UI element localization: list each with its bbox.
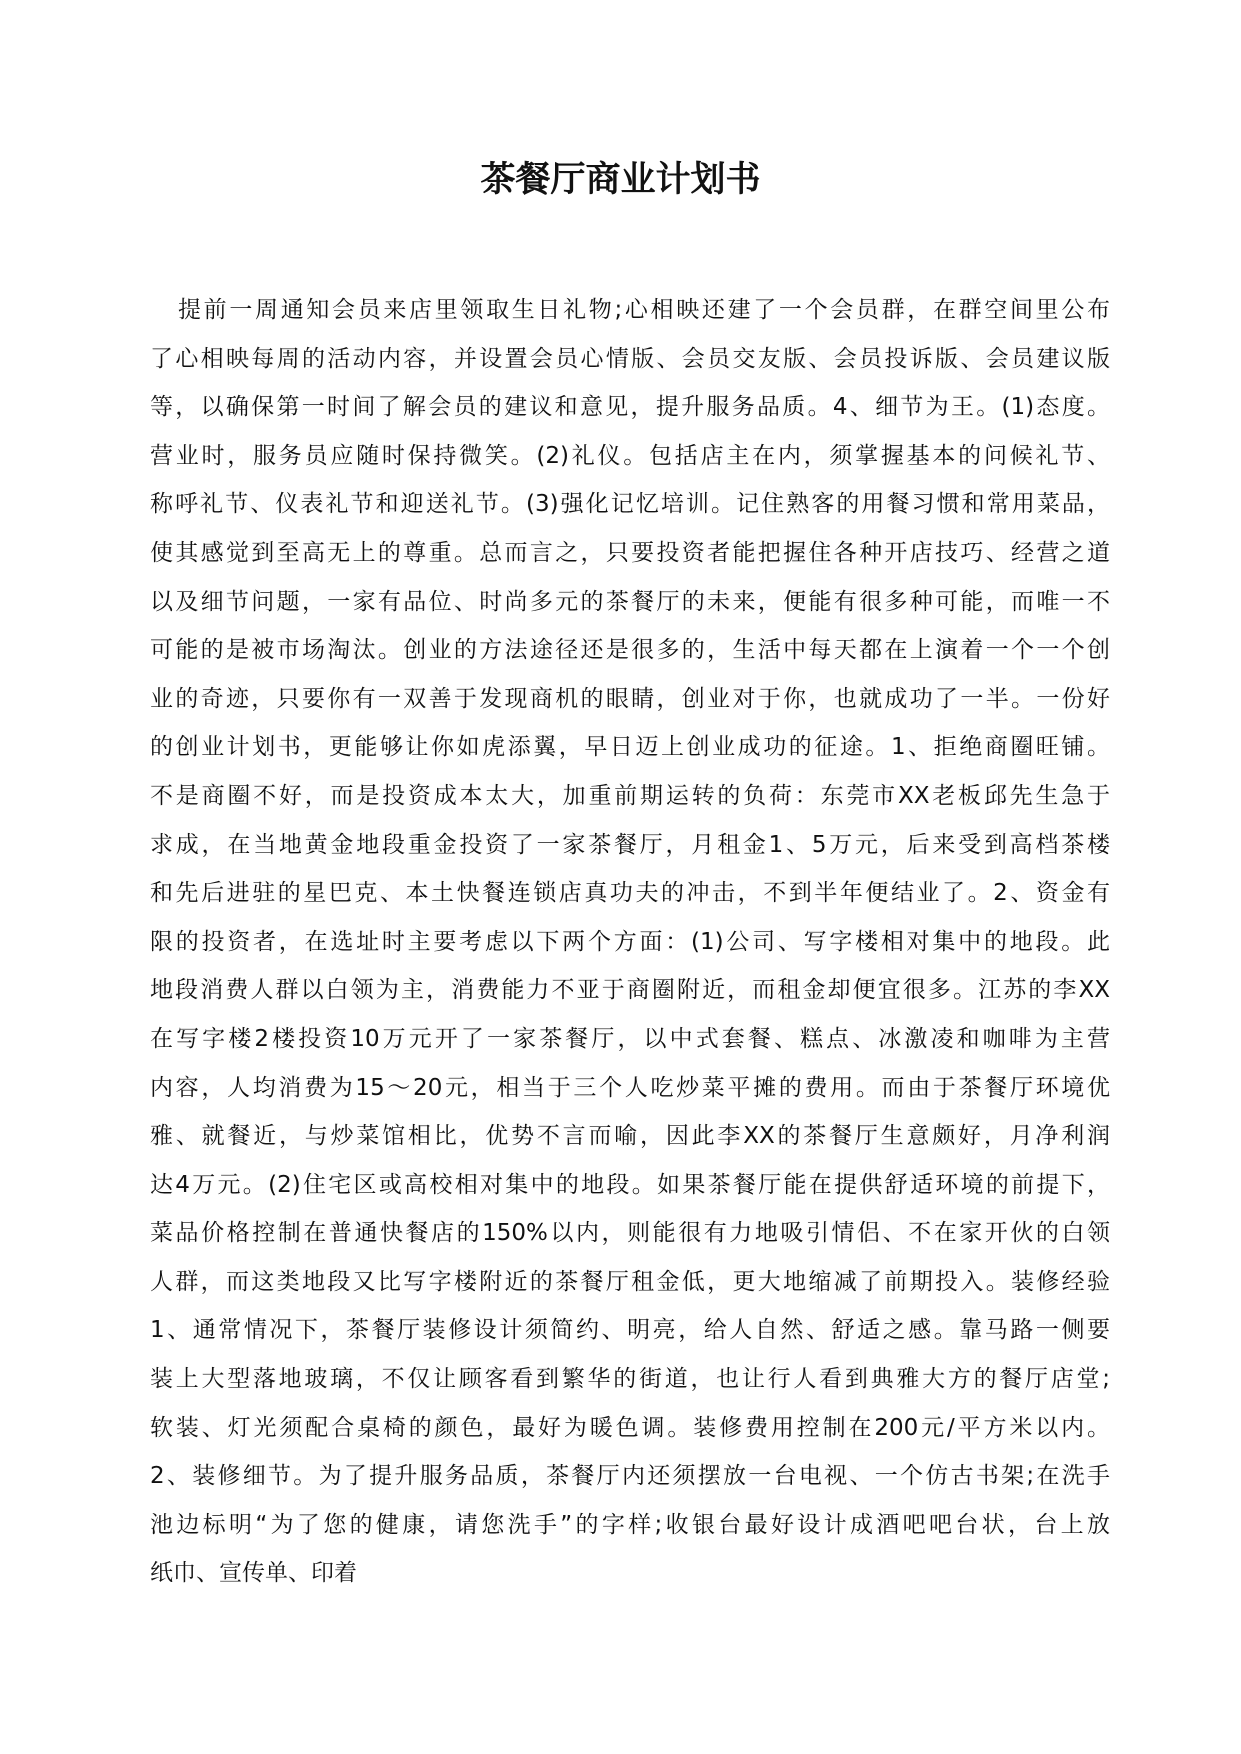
- body-line: 不是商圈不好，而是投资成本太大，加重前期运转的负荷：东莞市XX老板邱先生急于: [150, 782, 1110, 809]
- body-line: 称呼礼节、仪表礼节和迎送礼节。(3)强化记忆培训。记住熟客的用餐习惯和常用菜品，: [150, 491, 1110, 518]
- body-line: 提前一周通知会员来店里领取生日礼物;心相映还建了一个会员群，在群空间里公布: [178, 297, 1110, 323]
- body-line: 池边标明“为了您的健康，请您洗手”的字样;收银台最好设计成酒吧吧台状，台上放: [150, 1511, 1110, 1538]
- body-line: 装上大型落地玻璃，不仅让顾客看到繁华的街道，也让行人看到典雅大方的餐厅店堂;: [150, 1366, 1110, 1393]
- body-line: 业的奇迹，只要你有一双善于发现商机的眼睛，创业对于你，也就成功了一半。一份好: [150, 685, 1110, 712]
- body-line: 1、通常情况下，茶餐厅装修设计须简约、明亮，给人自然、舒适之感。靠马路一侧要: [150, 1317, 1110, 1344]
- body-line: 菜品价格控制在普通快餐店的150%以内，则能很有力地吸引情侣、不在家开伙的白领: [150, 1220, 1110, 1247]
- body-line: 使其感觉到至高无上的尊重。总而言之，只要投资者能把握住各种开店技巧、经营之道: [150, 539, 1110, 566]
- body-line: 营业时，服务员应随时保持微笑。(2)礼仪。包括店主在内，须掌握基本的问候礼节、: [150, 442, 1110, 469]
- body-line: 了心相映每周的活动内容，并设置会员心情版、会员交友版、会员投诉版、会员建议版: [150, 345, 1110, 372]
- body-line: 雅、就餐近，与炒菜馆相比，优势不言而喻，因此李XX的茶餐厅生意颇好，月净利润: [150, 1123, 1110, 1150]
- body-line: 地段消费人群以白领为主，消费能力不亚于商圈附近，而租金却便宜很多。江苏的李XX: [150, 977, 1110, 1004]
- body-line: 达4万元。(2)住宅区或高校相对集中的地段。如果茶餐厅能在提供舒适环境的前提下，: [150, 1171, 1110, 1198]
- body-line: 内容，人均消费为15～20元，相当于三个人吃炒菜平摊的费用。而由于茶餐厅环境优: [150, 1074, 1110, 1101]
- body-line: 的创业计划书，更能够让你如虎添翼，早日迈上创业成功的征途。1、拒绝商圈旺铺。: [150, 734, 1110, 761]
- body-line: 求成，在当地黄金地段重金投资了一家茶餐厅，月租金1、5万元，后来受到高档茶楼: [150, 831, 1110, 858]
- body-line: 可能的是被市场淘汰。创业的方法途径还是很多的，生活中每天都在上演着一个一个创: [150, 637, 1110, 664]
- body-line: 软装、灯光须配合桌椅的颜色，最好为暖色调。装修费用控制在200元/平方米以内。: [150, 1414, 1110, 1441]
- document-body: [150, 286, 1110, 1598]
- body-line: 在写字楼2楼投资10万元开了一家茶餐厅，以中式套餐、糕点、冰激凌和咖啡为主营: [150, 1025, 1110, 1052]
- body-line: 限的投资者，在选址时主要考虑以下两个方面：(1)公司、写字楼相对集中的地段。此: [150, 928, 1110, 955]
- body-line: 纸巾、宣传单、印着: [150, 1560, 357, 1587]
- body-line: 人群，而这类地段又比写字楼附近的茶餐厅租金低，更大地缩减了前期投入。装修经验: [150, 1268, 1110, 1295]
- body-line: 以及细节问题，一家有品位、时尚多元的茶餐厅的未来，便能有很多种可能，而唯一不: [150, 588, 1110, 615]
- body-line: 等，以确保第一时间了解会员的建议和意见，提升服务品质。4、细节为王。(1)态度。: [150, 394, 1110, 421]
- body-line: 2、装修细节。为了提升服务品质，茶餐厅内还须摆放一台电视、一个仿古书架;在洗手: [150, 1463, 1110, 1490]
- document-title: 茶餐厅商业计划书: [480, 160, 761, 200]
- body-line: 和先后进驻的星巴克、本土快餐连锁店真功夫的冲击，不到半年便结业了。2、资金有: [150, 880, 1110, 907]
